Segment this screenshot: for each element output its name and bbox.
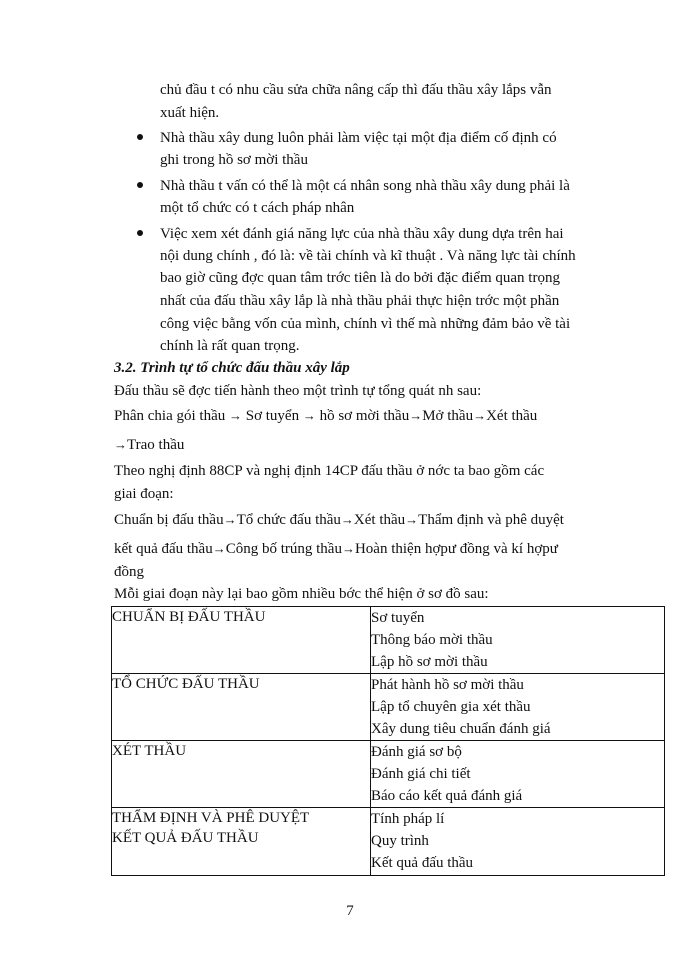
right-arrow-icon: → bbox=[341, 541, 355, 556]
table-row bbox=[112, 741, 665, 808]
paragraph-line: chủ đầu t có nhu cầu sửa chữa nâng cấp thì đấu thầu xây lắps vẫn bbox=[160, 82, 552, 98]
step-item: Đánh giá chi tiết bbox=[371, 766, 471, 782]
stage-label: THẨM ĐỊNH VÀ PHÊ DUYỆT bbox=[112, 810, 310, 826]
step-item: Lập tổ chuyên gia xét thầu bbox=[371, 699, 531, 715]
paragraph-line: Mỗi giai đoạn này lại bao gồm nhiều bớc thể hiện ở sơ đồ sau: bbox=[114, 586, 489, 602]
right-arrow-icon: → bbox=[223, 512, 237, 527]
sequence-step: hồ sơ mời thầu bbox=[319, 408, 410, 424]
right-arrow-icon: → bbox=[114, 437, 127, 452]
bullet-text: một tổ chức có t cách pháp nhân bbox=[160, 200, 355, 216]
paragraph-line: xuất hiện. bbox=[160, 105, 220, 121]
sequence-line bbox=[114, 539, 558, 559]
stage-label: CHUẨN BỊ ĐẤU THẦU bbox=[112, 609, 266, 625]
step-item: Sơ tuyển bbox=[371, 610, 425, 626]
table-row bbox=[112, 674, 665, 741]
steps-cell bbox=[371, 674, 665, 741]
bullet-text: bao giờ cũng đợc quan tâm trớc tiên là do bởi đặc điểm quan trọng bbox=[160, 270, 560, 286]
step-item: Báo cáo kết quả đánh giá bbox=[371, 788, 523, 804]
bullet-text: nhất của đấu thầu xây lắp là nhà thầu phải thực hiện trớc một phần bbox=[160, 293, 560, 309]
right-arrow-icon: → bbox=[473, 408, 487, 423]
sequence-step: Thẩm định và phê duyệt bbox=[418, 512, 564, 528]
step-item: Lập hồ sơ mời thầu bbox=[371, 654, 488, 670]
bullet-icon bbox=[137, 182, 143, 188]
sequence-line bbox=[114, 435, 184, 455]
sequence-line bbox=[114, 510, 564, 530]
section-heading: 3.2. Trình tự tổ chức đấu thầu xây lắp bbox=[114, 360, 350, 376]
bullet-text: Nhà thầu t vấn có thể là một cá nhân song nhà thầu xây dung phải là bbox=[160, 178, 570, 194]
step-item: Thông báo mời thầu bbox=[371, 632, 493, 648]
bullet-icon bbox=[137, 230, 143, 236]
sequence-step: kết quả đấu thầu bbox=[114, 541, 213, 557]
sequence-step: Trao thầu bbox=[127, 437, 185, 453]
step-item: Xây dung tiêu chuẩn đánh giá bbox=[371, 721, 551, 737]
sequence-step: Sơ tuyển bbox=[245, 408, 300, 424]
bullet-text: ghi trong hồ sơ mời thầu bbox=[160, 152, 308, 168]
right-arrow-icon: → bbox=[409, 408, 423, 423]
sequence-step: Tổ chức đấu thầu bbox=[236, 512, 341, 528]
paragraph-line: Đấu thầu sẽ đợc tiến hành theo một trình tự tổng quát nh sau: bbox=[114, 383, 482, 399]
sequence-step: Xét thầu bbox=[353, 512, 406, 528]
right-arrow-icon: → bbox=[340, 512, 354, 527]
sequence-step: Phân chia gói thầu bbox=[114, 408, 226, 424]
bullet-text: Nhà thầu xây dung luôn phải làm việc tại một địa điểm cố định có bbox=[160, 130, 557, 146]
paragraph-line: Theo nghị định 88CP và nghị định 14CP đấu thầu ở nớc ta bao gồm các bbox=[114, 463, 545, 479]
stage-cell bbox=[112, 607, 371, 674]
stage-cell bbox=[112, 808, 371, 876]
bullet-text: công việc bằng vốn của mình, chính vì thế mà những đảm bảo về tài bbox=[160, 316, 571, 332]
right-arrow-icon: → bbox=[405, 512, 419, 527]
sequence-line: đồng bbox=[114, 564, 144, 580]
steps-cell bbox=[371, 607, 665, 674]
right-arrow-icon: → bbox=[302, 408, 316, 423]
sequence-step: Công bố trúng thầu bbox=[225, 541, 342, 557]
bullet-text: chính là rất quan trọng. bbox=[160, 338, 300, 354]
page-number: 7 bbox=[346, 903, 354, 919]
bullet-text: Việc xem xét đánh giá năng lực của nhà thầu xây dung dựa trên hai bbox=[160, 226, 564, 242]
right-arrow-icon: → bbox=[212, 541, 226, 556]
paragraph-line: giai đoạn: bbox=[114, 486, 174, 502]
stage-label: XÉT THẦU bbox=[112, 743, 187, 759]
table-row bbox=[112, 607, 665, 674]
step-item: Kết quả đấu thầu bbox=[371, 855, 474, 871]
steps-cell bbox=[371, 741, 665, 808]
stages-table bbox=[111, 606, 665, 876]
step-item: Tính pháp lí bbox=[371, 811, 445, 827]
stage-cell bbox=[112, 741, 371, 808]
bullet-icon bbox=[137, 134, 143, 140]
stage-label: TỔ CHỨC ĐẤU THẦU bbox=[112, 676, 260, 692]
step-item: Phát hành hồ sơ mời thầu bbox=[371, 677, 524, 693]
sequence-step: Mở thầu bbox=[422, 408, 474, 424]
steps-cell bbox=[371, 808, 665, 876]
stage-label: KẾT QUẢ ĐẤU THẦU bbox=[112, 830, 259, 846]
bullet-text: nội dung chính , đó là: về tài chính và kĩ thuật . Và năng lực tài chính bbox=[160, 248, 576, 264]
sequence-line bbox=[114, 406, 537, 426]
step-item: Quy trình bbox=[371, 833, 429, 849]
stage-cell bbox=[112, 674, 371, 741]
sequence-step: Xét thầu bbox=[486, 408, 538, 424]
right-arrow-icon: → bbox=[228, 408, 242, 423]
step-item: Đánh giá sơ bộ bbox=[371, 744, 462, 760]
table-row bbox=[112, 808, 665, 876]
sequence-step: Hoàn thiện hợpư đồng và kí hợpư bbox=[354, 541, 558, 557]
sequence-step: Chuẩn bị đấu thầu bbox=[114, 512, 224, 528]
